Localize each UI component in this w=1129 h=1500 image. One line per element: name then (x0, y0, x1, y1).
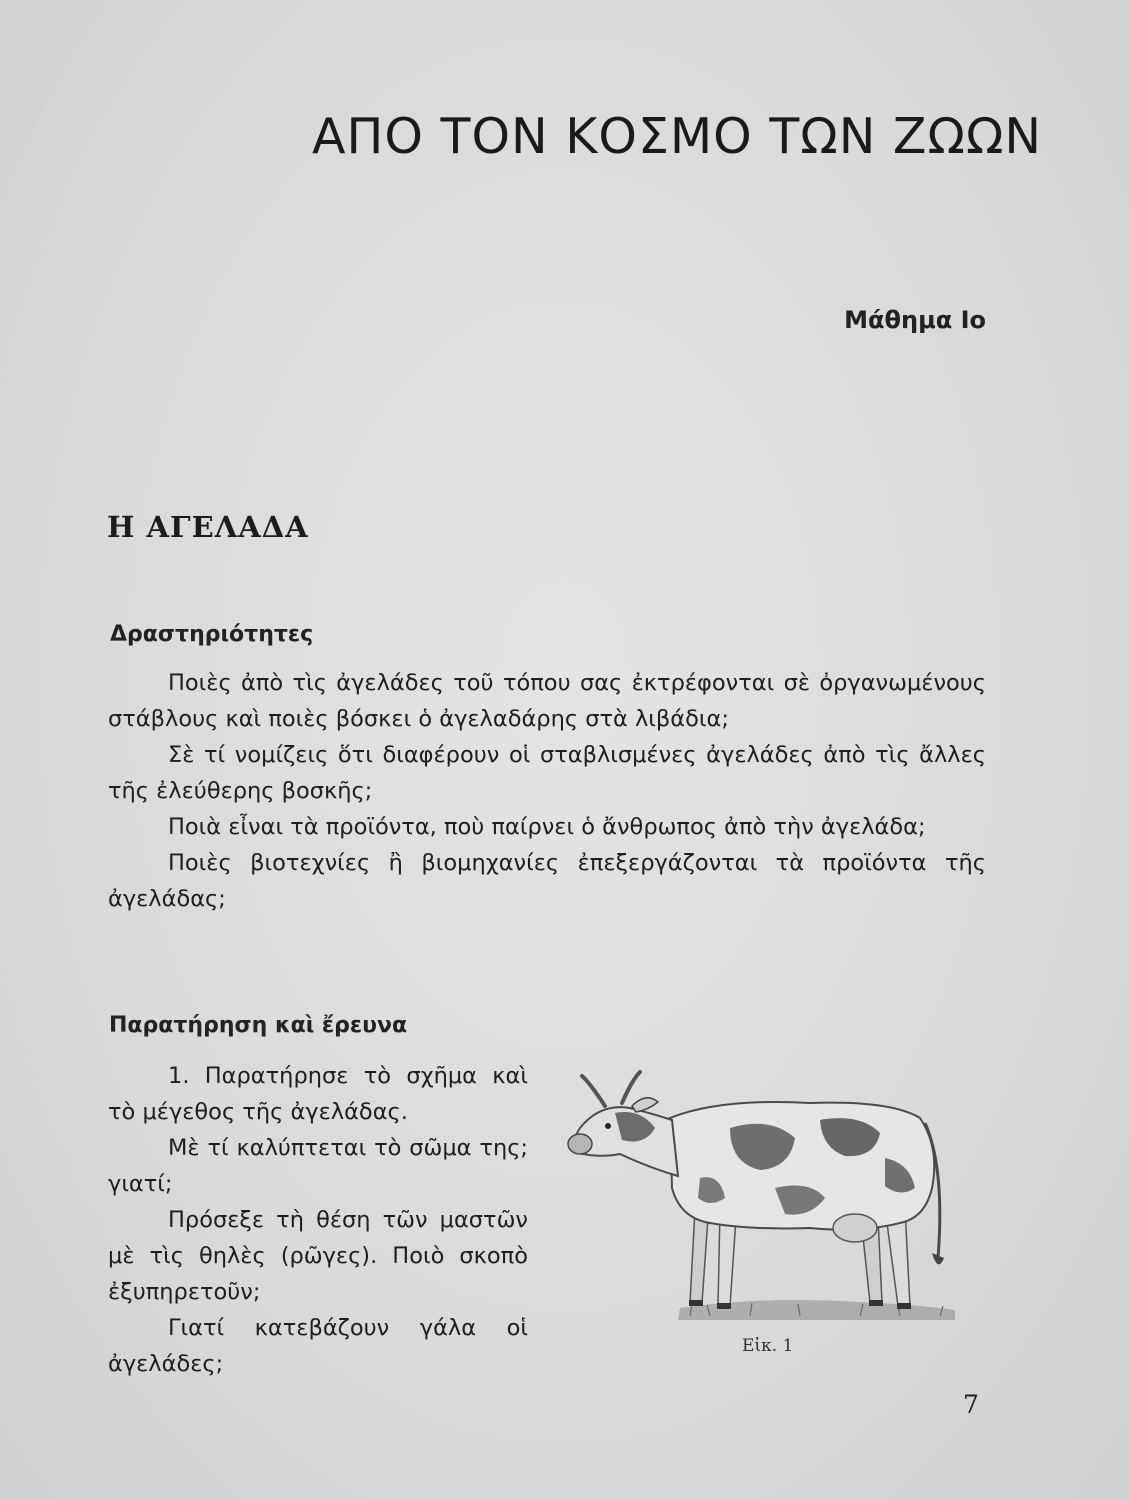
observation-question: Γιατί κατεβάζουν γάλα οἱ ἀγελάδες; (108, 1315, 528, 1377)
activities-title: Δραστηριότητες (110, 622, 314, 647)
chapter-title: ΑΠΟ ΤΟΝ ΚΟΣΜΟ ΤΩΝ ΖΩΩΝ (312, 108, 1043, 165)
section-heading: Η ΑΓΕΛΑΔΑ (107, 510, 309, 544)
figure-caption: Εἰκ. 1 (742, 1336, 794, 1356)
lesson-label: Μάθημα Ιο (844, 306, 986, 334)
activity-question: Ποιὰ εἶναι τὰ προϊόντα, ποὺ παίρνει ὁ ἄνθρωπος ἀπὸ τὴν ἀγελάδα; (168, 814, 926, 840)
activities-text (108, 665, 986, 917)
page-number: 7 (963, 1390, 979, 1419)
observation-text (108, 1058, 528, 1382)
observation-question: Πρόσεξε τὴ θέση τῶν μαστῶν μὲ τὶς θηλὲς (ρῶγες). Ποιὸ σκοπὸ ἐξυπηρετοῦν; (108, 1207, 528, 1305)
activity-question: Ποιὲς βιοτεχνίες ἢ βιομηχανίες ἐπεξεργάζονται τὰ προϊόντα τῆς ἀγελάδας; (108, 850, 986, 912)
cow-illustration (560, 1058, 960, 1328)
observation-title: Παρατήρηση καὶ ἔρευνα (109, 1013, 408, 1038)
observation-question: Μὲ τί καλύπτεται τὸ σῶμα της; γιατί; (108, 1135, 528, 1197)
activity-question: Σὲ τί νομίζεις ὅτι διαφέρουν οἱ σταβλισμένες ἀγελάδες ἀπὸ τὶς ἄλλες τῆς ἐλεύθερης βοσκῆς; (108, 742, 986, 804)
activity-question: Ποιὲς ἀπὸ τὶς ἀγελάδες τοῦ τόπου σας ἐκτρέφονται σὲ ὀργανωμένους στάβλους καὶ ποιὲς βόσκει ὁ ἀγελαδάρης στὰ λιβάδια; (108, 670, 986, 732)
observation-question: 1. Παρατήρησε τὸ σχῆμα καὶ τὸ μέγεθος τῆς ἀγελάδας. (108, 1063, 528, 1125)
